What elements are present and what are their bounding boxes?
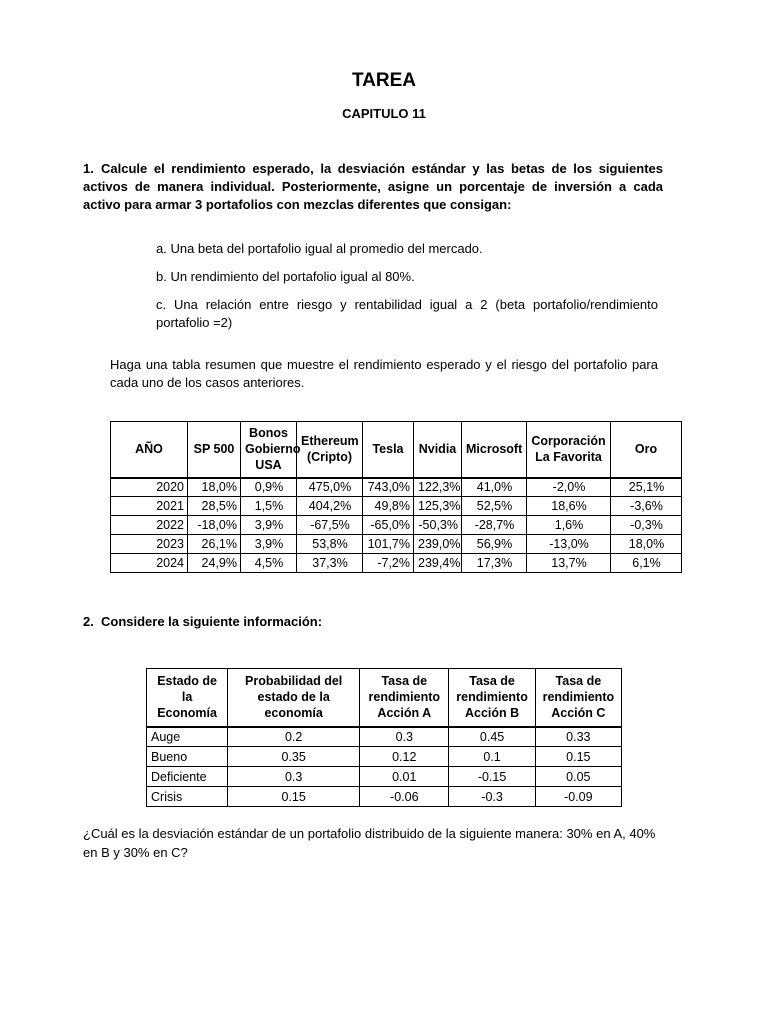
table-row: [111, 516, 682, 535]
returns-table-cell: -18,0%: [188, 516, 241, 535]
economy-table-cell: 0.33: [535, 727, 621, 747]
question-2-text: Considere la siguiente información:: [101, 614, 323, 629]
returns-table-cell: 743,0%: [363, 478, 414, 497]
economy-table-header: [147, 669, 622, 727]
returns-table-header-cell: Corporación La Favorita: [527, 422, 611, 478]
economy-table-cell: 0.3: [228, 767, 360, 787]
economy-table-cell: 0.3: [360, 727, 449, 747]
economy-table-cell: 0.35: [228, 747, 360, 767]
page-title: TAREA: [351, 70, 417, 91]
returns-table-header-cell: Oro: [611, 422, 682, 478]
option-b: b. Un rendimiento del portafolio igual al 80%.: [156, 269, 415, 284]
table-row: [147, 727, 622, 747]
returns-table-cell: 2024: [111, 554, 188, 573]
economy-table-header-cell: Estado de la Economía: [147, 669, 228, 727]
returns-table-header-cell: Nvidia: [414, 422, 462, 478]
option-a: a. Una beta del portafolio igual al promedio del mercado.: [156, 241, 483, 256]
returns-table-cell: 25,1%: [611, 478, 682, 497]
economy-table-cell: 0.45: [449, 727, 535, 747]
returns-table-cell: 2020: [111, 478, 188, 497]
returns-table-cell: 101,7%: [363, 535, 414, 554]
returns-table-cell: 37,3%: [297, 554, 363, 573]
table-row: [111, 554, 682, 573]
question-1: [83, 160, 663, 214]
economy-table-cell: 0.05: [535, 767, 621, 787]
question-1-text: Calcule el rendimiento esperado, la desviación estándar y las betas de los siguientes activos de manera individual. Posteriormente, asigne un porcentaje de inversión a cada activo para armar 3 portafolios con mezclas diferentes que consigan:: [83, 161, 663, 212]
table-row: [111, 497, 682, 516]
returns-table-cell: 24,9%: [188, 554, 241, 573]
returns-table-cell: 2023: [111, 535, 188, 554]
economy-table-cell: -0.15: [449, 767, 535, 787]
economy-table-cell: 0.01: [360, 767, 449, 787]
returns-table-cell: 475,0%: [297, 478, 363, 497]
returns-table-cell: -7,2%: [363, 554, 414, 573]
returns-table-cell: 239,0%: [414, 535, 462, 554]
economy-table-cell: 0.15: [535, 747, 621, 767]
economy-table-cell: 0.12: [360, 747, 449, 767]
returns-table-cell: 52,5%: [462, 497, 527, 516]
economy-table-cell: -0.06: [360, 787, 449, 807]
returns-table-cell: 18,6%: [527, 497, 611, 516]
returns-table-cell: 3,9%: [241, 516, 297, 535]
returns-table-header-cell: Tesla: [363, 422, 414, 478]
returns-table-cell: 2022: [111, 516, 188, 535]
returns-table-cell: 56,9%: [462, 535, 527, 554]
returns-table-cell: -50,3%: [414, 516, 462, 535]
question-1-number: 1.: [83, 161, 94, 176]
economy-table-header-cell: Tasa de rendimiento Acción B: [449, 669, 535, 727]
returns-table-cell: 6,1%: [611, 554, 682, 573]
returns-table-header-cell: Microsoft: [462, 422, 527, 478]
economy-table-cell: Deficiente: [147, 767, 228, 787]
summary-instruction: Haga una tabla resumen que muestre el rendimiento esperado y el riesgo del portafolio para cada uno de los casos anteriores.: [110, 357, 658, 390]
returns-table: [110, 421, 682, 573]
returns-table-header: [111, 422, 682, 478]
table-row: [111, 478, 682, 497]
economy-table-cell: -0.09: [535, 787, 621, 807]
returns-table-cell: -0,3%: [611, 516, 682, 535]
returns-table-cell: 1,6%: [527, 516, 611, 535]
economy-table-cell: -0.3: [449, 787, 535, 807]
returns-table-cell: 2021: [111, 497, 188, 516]
economy-table-cell: 0.2: [228, 727, 360, 747]
table-row: [111, 535, 682, 554]
returns-table-cell: 0,9%: [241, 478, 297, 497]
returns-table-cell: 49,8%: [363, 497, 414, 516]
returns-table-cell: -13,0%: [527, 535, 611, 554]
economy-table-header-cell: Probabilidad del estado de la economía: [228, 669, 360, 727]
returns-table-cell: -65,0%: [363, 516, 414, 535]
table-row: [147, 767, 622, 787]
economy-table-cell: Crisis: [147, 787, 228, 807]
returns-table-cell: 125,3%: [414, 497, 462, 516]
economy-table-cell: Auge: [147, 727, 228, 747]
returns-table-cell: 17,3%: [462, 554, 527, 573]
returns-table-cell: 122,3%: [414, 478, 462, 497]
returns-table-cell: 18,0%: [188, 478, 241, 497]
returns-table-cell: 239,4%: [414, 554, 462, 573]
question-2: [83, 614, 322, 629]
chapter-subtitle: CAPITULO 11: [342, 106, 426, 121]
economy-table-cell: 0.1: [449, 747, 535, 767]
economy-table-cell: 0.15: [228, 787, 360, 807]
question-2-number: 2.: [83, 614, 94, 629]
economy-states-table: [146, 668, 622, 807]
returns-table-cell: -28,7%: [462, 516, 527, 535]
returns-table-cell: -3,6%: [611, 497, 682, 516]
economy-table-header-cell: Tasa de rendimiento Acción A: [360, 669, 449, 727]
returns-table-cell: -2,0%: [527, 478, 611, 497]
returns-table-cell: 26,1%: [188, 535, 241, 554]
returns-table-header-cell: SP 500: [188, 422, 241, 478]
returns-table-cell: 53,8%: [297, 535, 363, 554]
economy-table-cell: Bueno: [147, 747, 228, 767]
returns-table-header-cell: AÑO: [111, 422, 188, 478]
returns-table-cell: 3,9%: [241, 535, 297, 554]
economy-table-header-cell: Tasa de rendimiento Acción C: [535, 669, 621, 727]
returns-table-cell: -67,5%: [297, 516, 363, 535]
table-row: [147, 747, 622, 767]
final-question: ¿Cuál es la desviación estándar de un portafolio distribuido de la siguiente manera: 30% en A, 40% en B y 30% en C?: [83, 826, 656, 860]
returns-table-cell: 1,5%: [241, 497, 297, 516]
returns-table-cell: 13,7%: [527, 554, 611, 573]
returns-table-cell: 28,5%: [188, 497, 241, 516]
returns-table-header-cell: Ethereum (Cripto): [297, 422, 363, 478]
returns-table-cell: 4,5%: [241, 554, 297, 573]
option-c: c. Una relación entre riesgo y rentabilidad igual a 2 (beta portafolio/rendimiento portafolio =2): [156, 297, 658, 330]
returns-table-cell: 18,0%: [611, 535, 682, 554]
returns-table-header-cell: Bonos Gobierno USA: [241, 422, 297, 478]
returns-table-cell: 404,2%: [297, 497, 363, 516]
table-row: [147, 787, 622, 807]
returns-table-cell: 41,0%: [462, 478, 527, 497]
